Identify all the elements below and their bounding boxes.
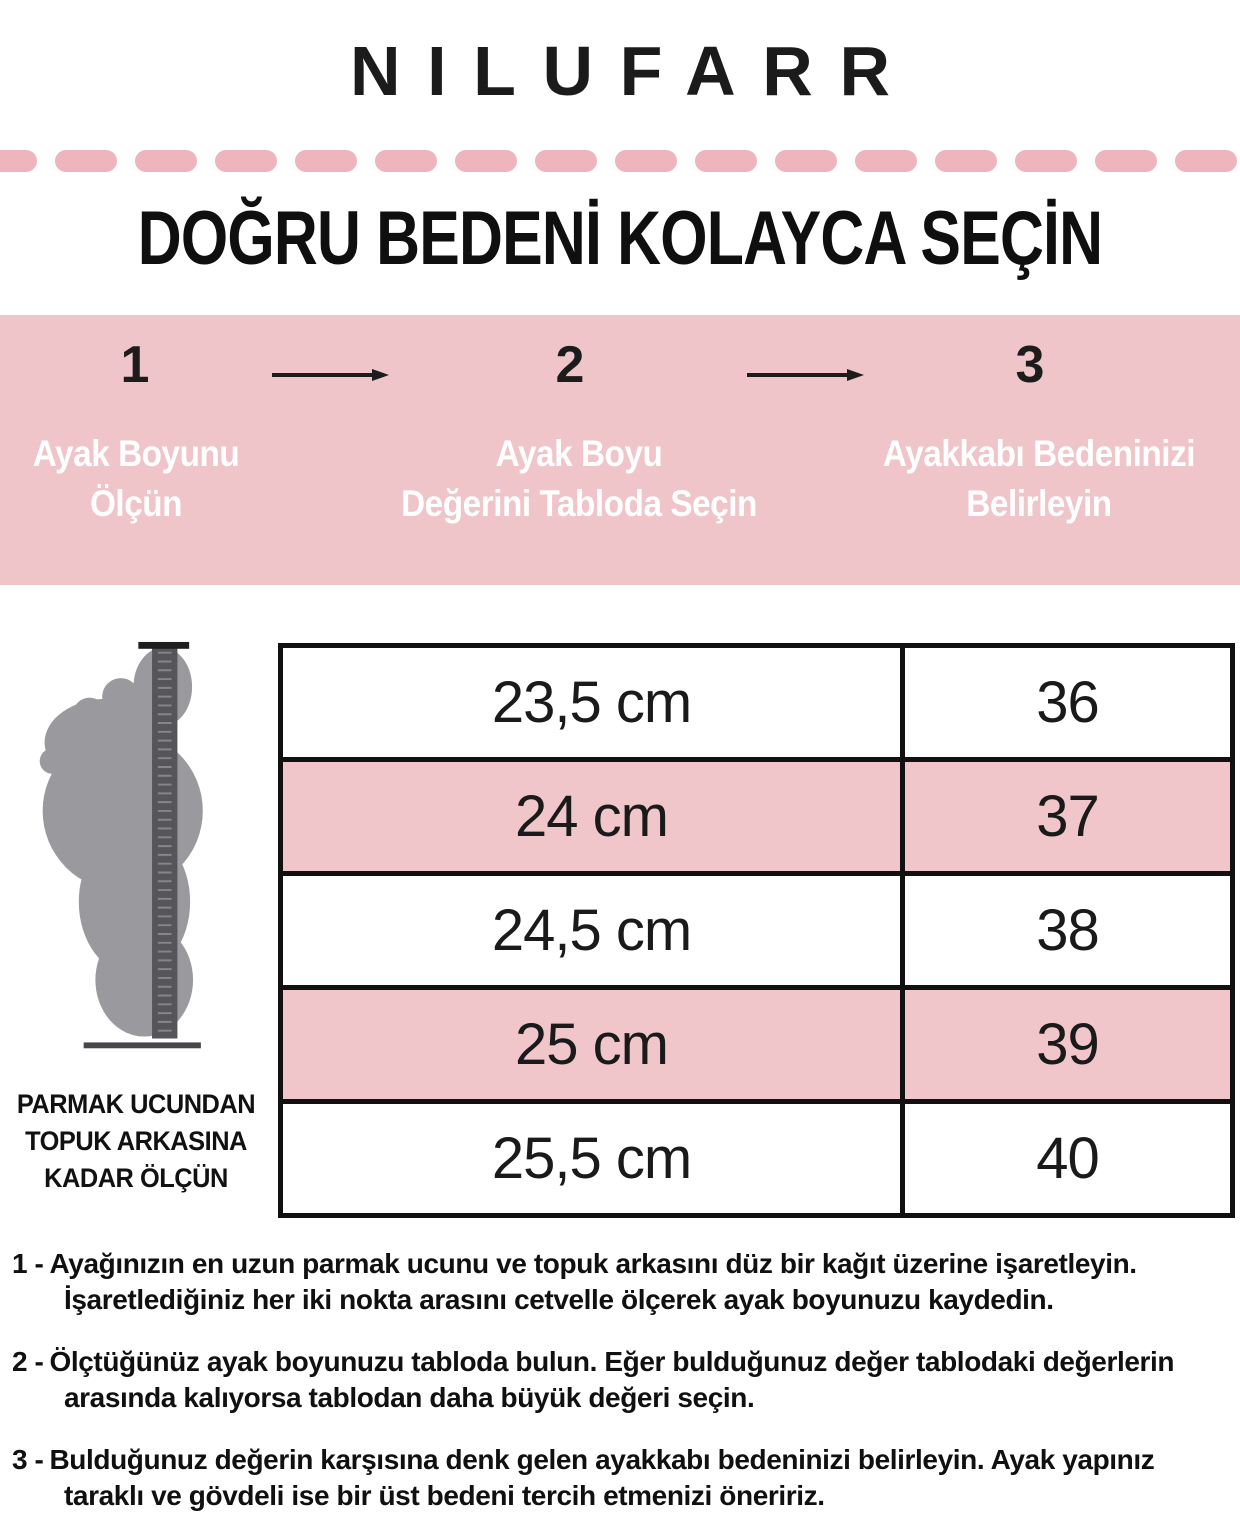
page-title: DOĞRU BEDENİ KOLAYCA SEÇİN (137, 196, 1103, 281)
heel-baseline (84, 1042, 201, 1048)
arrow-head (372, 369, 389, 381)
instruction-text: Ayağınızın en uzun parmak ucunu ve topuk arkasını düz bir kağıt üzerine işaretleyin. İşaretlediğiniz her iki nokta arasını cetvelle ölçerek ayak boyunuzu kaydedin. (49, 1248, 1137, 1315)
instruction-item (12, 1442, 1230, 1514)
step-label-line: Ayakkabı Bedeninizi (882, 433, 1196, 474)
foot-length-cell: 24,5 cm (281, 874, 903, 988)
arrow-right-icon (272, 367, 390, 383)
step-2-number: 2 (555, 336, 585, 394)
shoe-size-cell: 39 (903, 988, 1233, 1102)
instruction-text: Bulduğunuz değerin karşısına denk gelen ayakkabı bedeninizi belirleyin. Ayak yapınız taraklı ve gövdeli ise bir üst bedeni tercih etmenizi öneririz. (49, 1444, 1155, 1511)
arrow-head (847, 369, 864, 381)
foot-length-cell: 24 cm (281, 760, 903, 874)
footprint-shape (40, 648, 203, 1037)
foot-measure-caption (8, 1086, 264, 1197)
foot-length-cell: 23,5 cm (281, 646, 903, 760)
step-label-line: Ayak Boyu (495, 433, 663, 474)
shoe-size-cell: 37 (903, 760, 1233, 874)
step-1-label (14, 429, 259, 529)
arrow-right-icon (747, 367, 865, 383)
step-3-number: 3 (1015, 336, 1045, 394)
brand-logo: NILUFARR (349, 32, 917, 110)
instruction-item (12, 1246, 1230, 1318)
table-row (281, 646, 1233, 760)
shoe-size-cell: 38 (903, 874, 1233, 988)
instruction-text: Ölçtüğünüz ayak boyunuzu tabloda bulun. Eğer bulduğunuz değer tablodaki değerlerin arasında kalıyorsa tablodan daha büyük değeri seçin. (49, 1346, 1175, 1413)
instruction-number: 3 - (12, 1444, 44, 1475)
dashed-divider (0, 150, 1240, 172)
instructions-list (12, 1246, 1230, 1540)
step-label-line: Belirleyin (966, 483, 1112, 524)
foot-measurement-illustration (25, 640, 240, 1060)
table-row (281, 760, 1233, 874)
table-row (281, 988, 1233, 1102)
step-label-line: Ölçün (89, 483, 183, 524)
steps-banner (0, 315, 1240, 585)
step-2-label (324, 429, 833, 529)
foot-caption-line: KADAR ÖLÇÜN (44, 1163, 228, 1193)
step-label-line: Ayak Boyunu (32, 433, 240, 474)
table-row (281, 874, 1233, 988)
instruction-number: 2 - (12, 1346, 44, 1377)
foot-caption-line: PARMAK UCUNDAN (16, 1089, 256, 1119)
step-label-line: Değerini Tabloda Seçin (401, 483, 757, 524)
table-row (281, 1102, 1233, 1216)
foot-length-cell: 25,5 cm (281, 1102, 903, 1216)
foot-caption-line: TOPUK ARKASINA (25, 1126, 247, 1156)
ruler-top-cap (138, 642, 189, 649)
shoe-size-cell: 40 (903, 1102, 1233, 1216)
size-table (278, 643, 1235, 1218)
instruction-item (12, 1344, 1230, 1416)
foot-length-cell: 25 cm (281, 988, 903, 1102)
step-1-number: 1 (120, 336, 150, 394)
shoe-size-cell: 36 (903, 646, 1233, 760)
instruction-number: 1 - (12, 1248, 44, 1279)
step-3-label (858, 429, 1220, 529)
